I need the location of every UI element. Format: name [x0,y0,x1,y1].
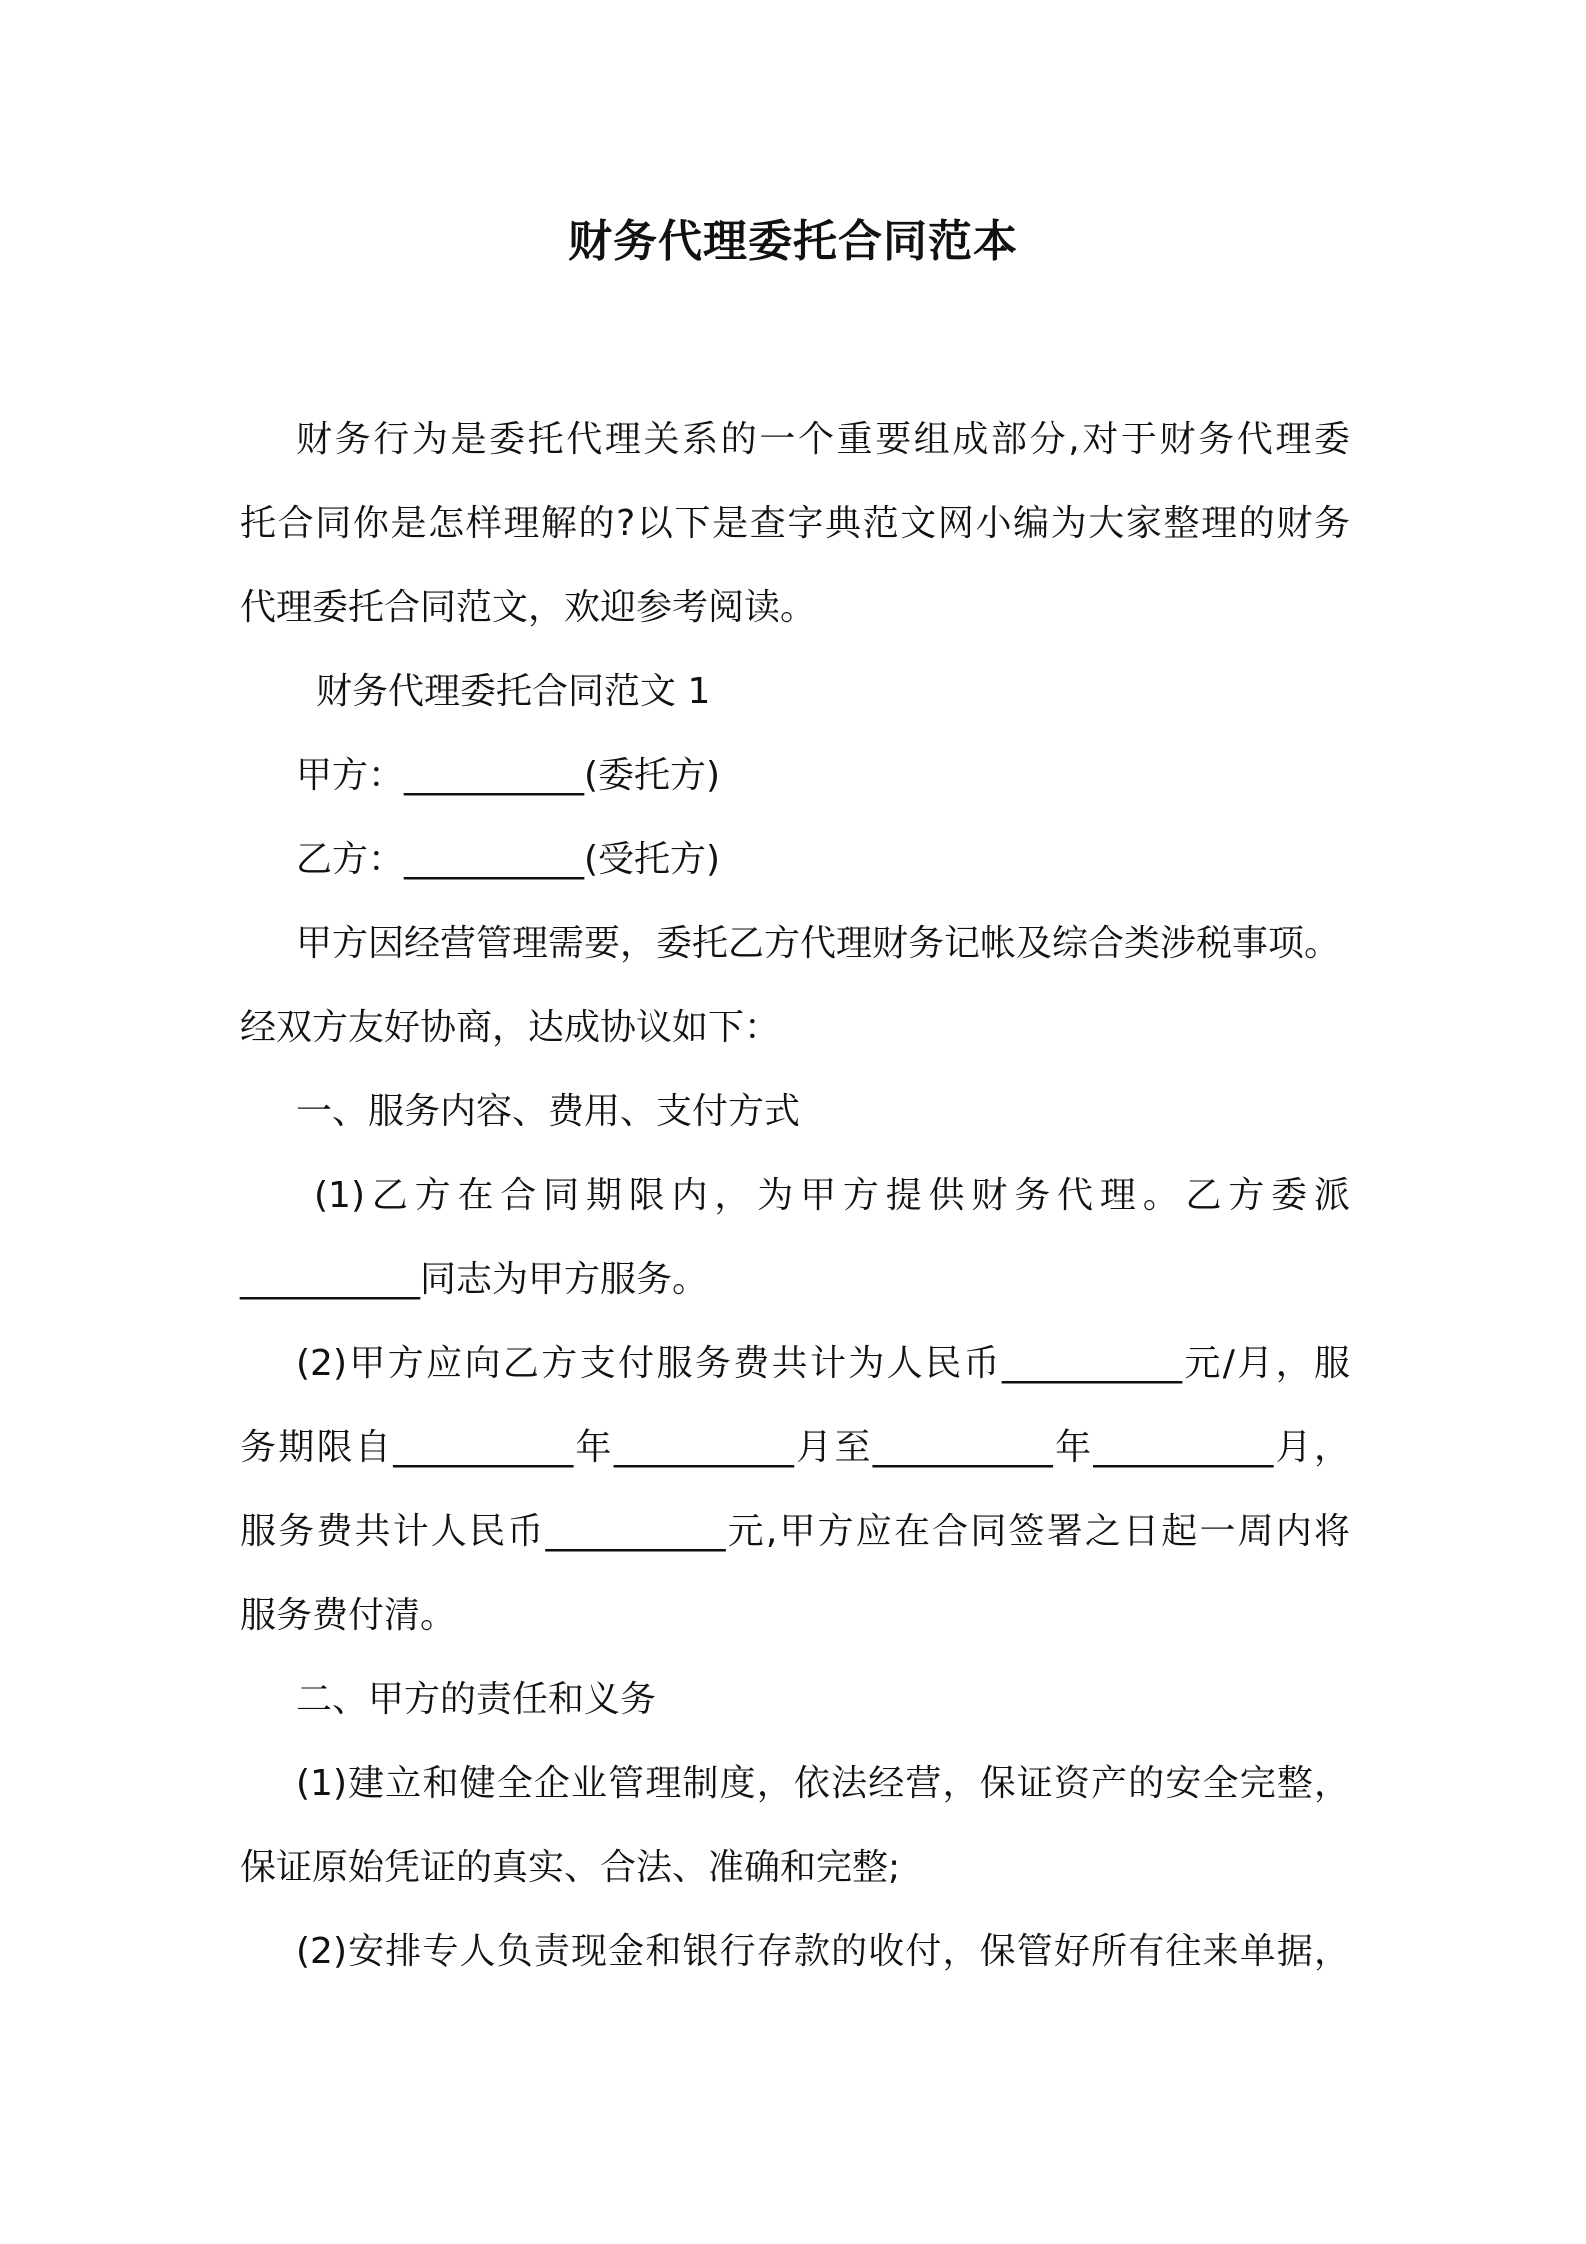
party-b-line: 乙方：__________(受托方) [296,839,721,880]
paragraph-line: 保证原始凭证的真实、合法、准确和完整; [240,1847,901,1888]
paragraph-line: (1)乙方在合同期限内，为甲方提供财务代理。乙方委派 [314,1175,1350,1216]
paragraph-line: 服务费付清。 [240,1595,457,1636]
party-a-line: 甲方：__________(委托方) [296,755,721,796]
section-heading: 财务代理委托合同范文 1 [316,671,711,712]
paragraph-line: 托合同你是怎样理解的?以下是查字典范文网小编为大家整理的财务 [240,503,1350,544]
paragraph-line: 甲方因经营管理需要，委托乙方代理财务记帐及综合类涉税事项。 [296,923,1341,964]
paragraph-line: (2)甲方应向乙方支付服务费共计为人民币__________元/月，服 [296,1343,1350,1384]
section-heading: 二、甲方的责任和义务 [296,1679,657,1720]
paragraph-line: (2)安排专人负责现金和银行存款的收付，保管好所有往来单据， [296,1931,1350,1972]
paragraph-line: 代理委托合同范文，欢迎参考阅读。 [240,587,817,628]
paragraph-line: 财务行为是委托代理关系的一个重要组成部分,对于财务代理委 [296,419,1350,460]
document-title: 财务代理委托合同范本 [568,216,1018,267]
paragraph-line: 服务费共计人民币__________元,甲方应在合同签署之日起一周内将 [240,1511,1350,1552]
paragraph-line: 务期限自__________年__________月至__________年__________月， [240,1427,1350,1468]
paragraph-line: 经双方友好协商，达成协议如下： [240,1007,781,1048]
paragraph-line: (1)建立和健全企业管理制度，依法经营，保证资产的安全完整， [296,1763,1350,1804]
paragraph-line: __________同志为甲方服务。 [240,1259,709,1300]
section-heading: 一、服务内容、费用、支付方式 [296,1091,801,1132]
